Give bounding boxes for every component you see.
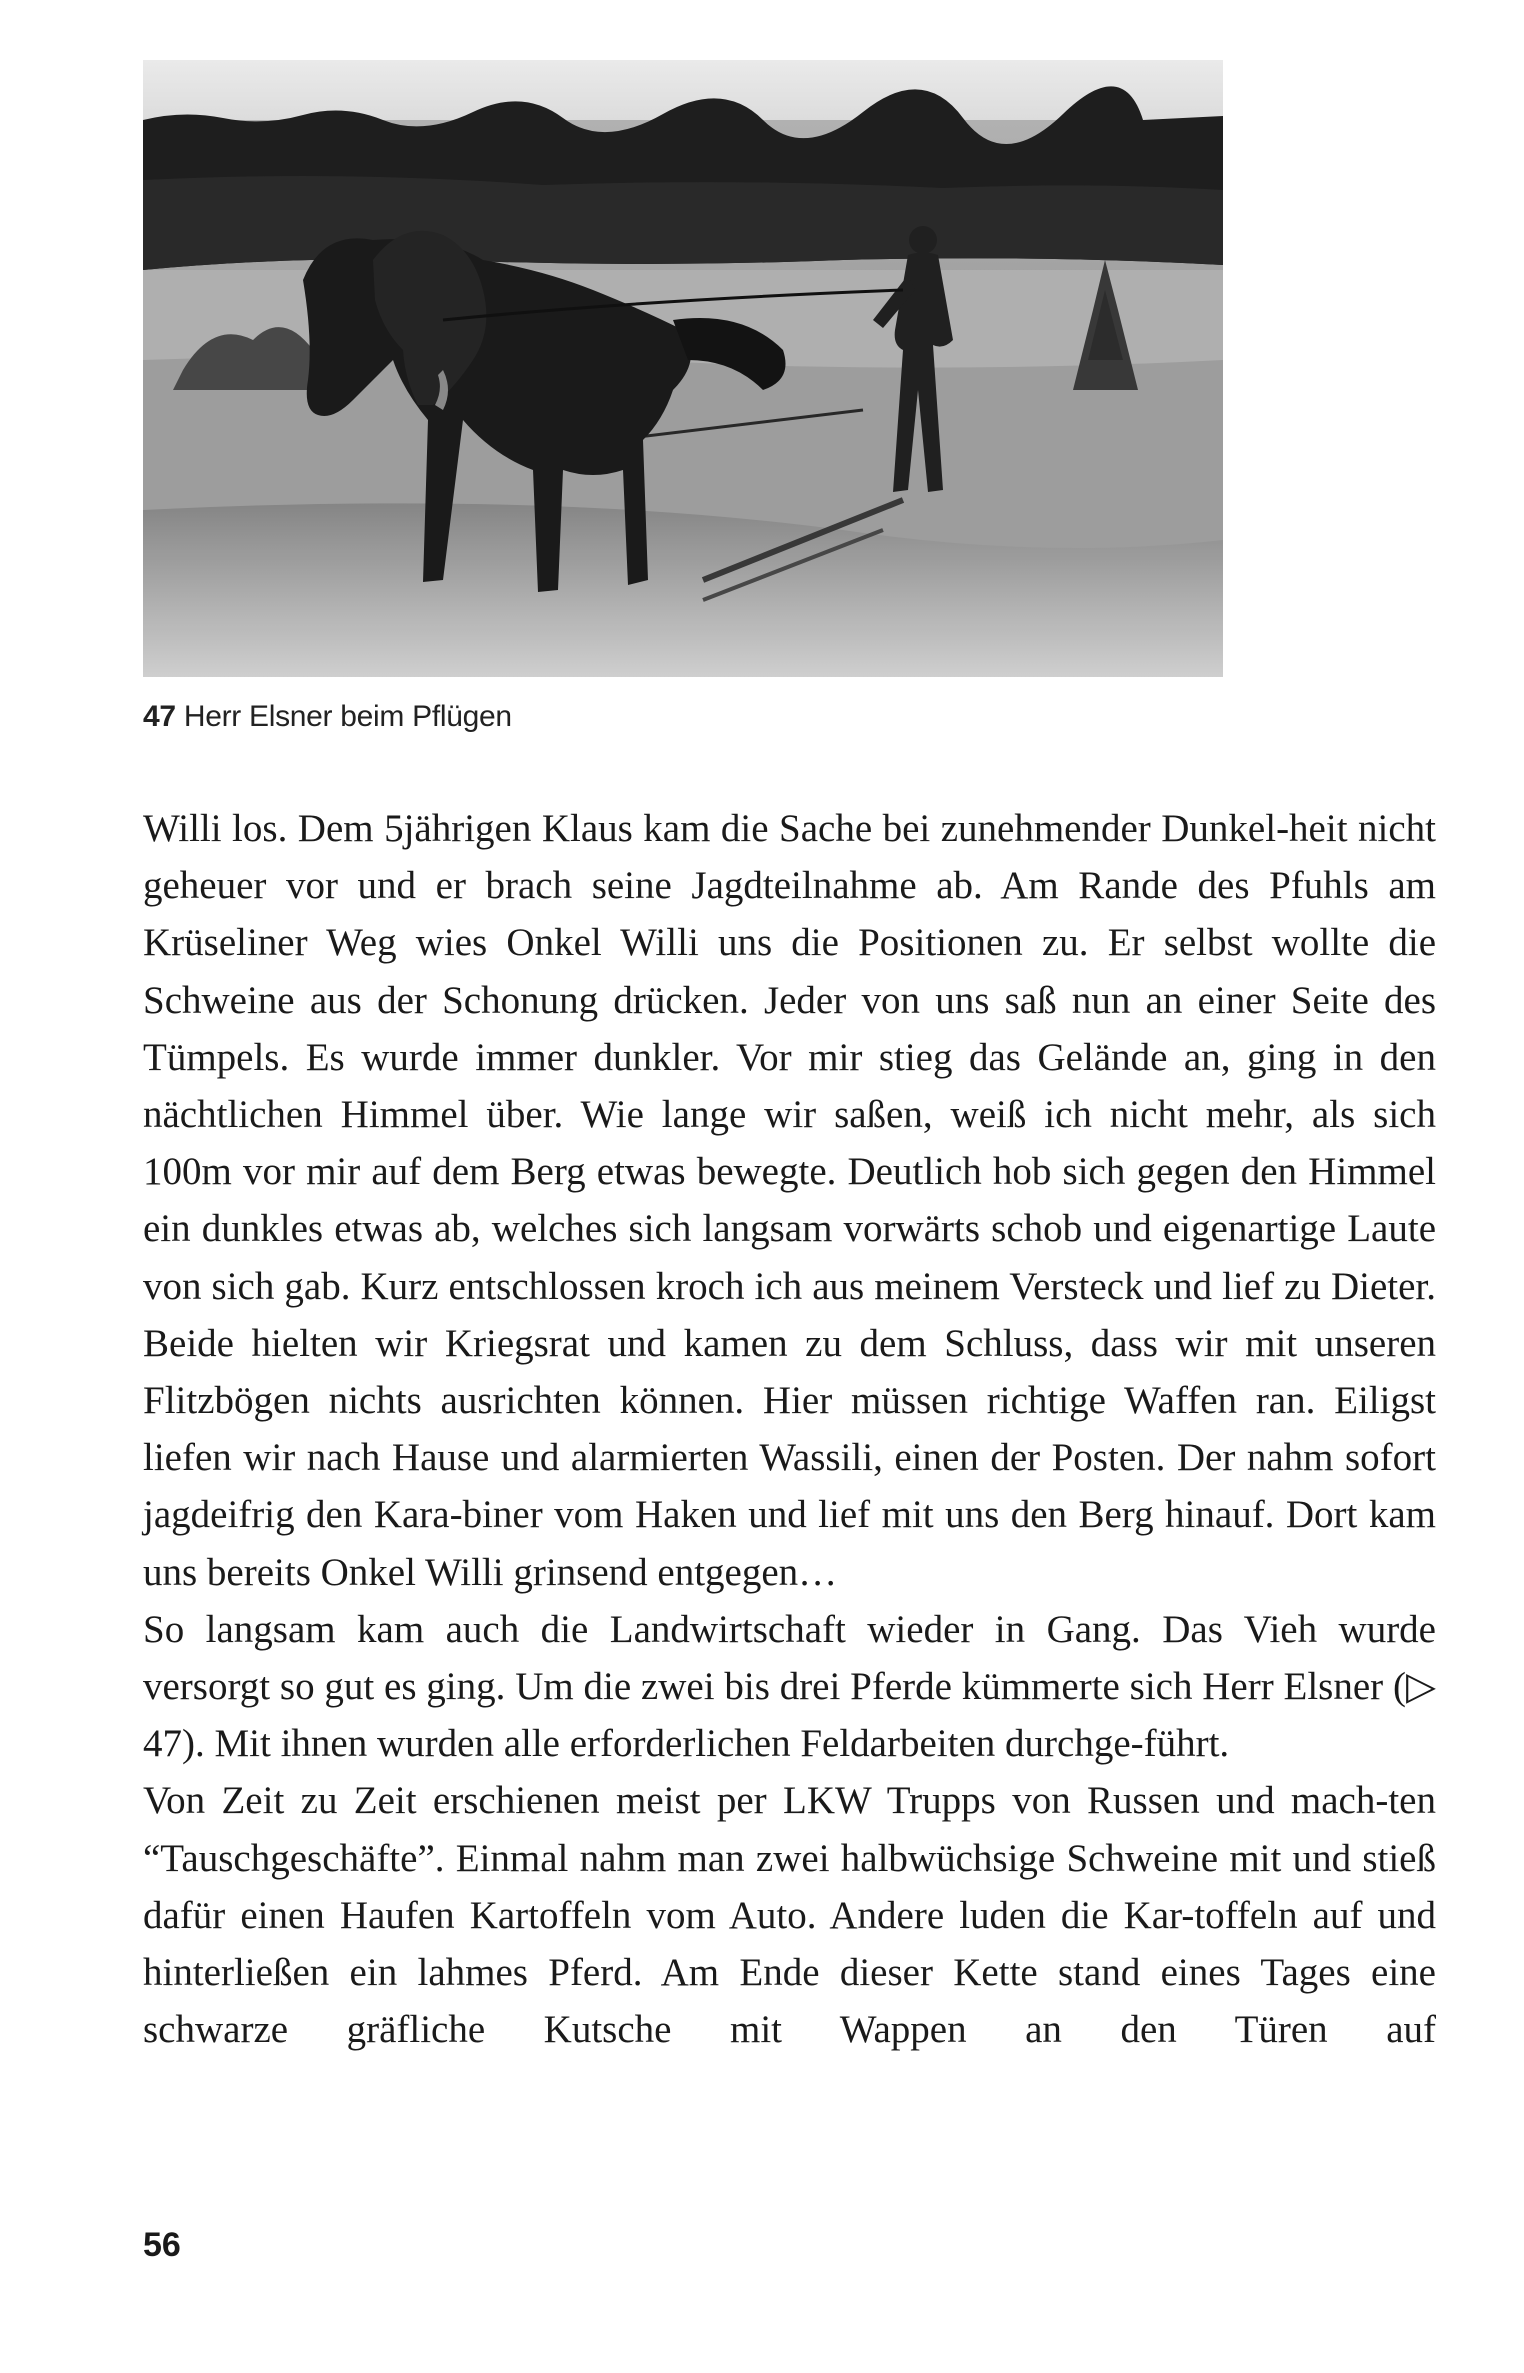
- page-number: 56: [143, 2226, 181, 2264]
- figure-caption-text: Herr Elsner beim Pflügen: [183, 700, 512, 733]
- paragraph: So langsam kam auch die Landwirtschaft wieder in Gang. Das Vieh wurde versorgt so gut es ging. Um die zwei bis drei Pferde kümmerte sich Herr Elsner (▷ 47). Mit ihnen wurden alle erforderlichen Feldarbeiten durchge-führt.: [143, 1607, 1436, 1766]
- figure-caption: [143, 700, 512, 734]
- paragraph: Willi los. Dem 5jährigen Klaus kam die Sache bei zunehmender Dunkel-heit nicht geheuer vor und er brach seine Jagdteilnahme ab. Am Rande des Pfuhls am Krüseliner Weg wies Onkel Willi uns die Positionen zu. Er selbst wollte die Schweine aus der Schonung drücken. Jeder von uns saß nun an einer Seite des Tümpels. Es wurde immer dunkler. Vor mir stieg das Gelände an, ging in den nächtlichen Himmel über. Wie lange wir saßen, weiß ich nicht mehr, als sich 100m vor mir auf dem Berg etwas bewegte. Deutlich hob sich gegen den Himmel ein dunkles etwas ab, welches sich langsam vorwärts schob und eigenartige Laute von sich gab. Kurz entschlossen kroch ich aus meinem Versteck und lief zu Dieter. Beide hielten wir Kriegsrat und kamen zu dem Schluss, dass wir mit unseren Flitzbögen nichts ausrichten können. Hier müssen richtige Waffen ran. Eiligst liefen wir nach Hause und alarmierten Wassili, einen der Posten. Der nahm sofort jagdeifrig den Kara-biner vom Haken und lief mit uns den Berg hinauf. Dort kam uns bereits Onkel Willi grinsend entgegen…: [143, 807, 1436, 1594]
- figure-number: 47: [143, 700, 176, 733]
- photo-plowing-horses: [143, 60, 1223, 677]
- paragraph: Von Zeit zu Zeit erschienen meist per LKW Trupps von Russen und mach-ten “Tauschgeschäfte”. Einmal nahm man zwei halbwüchsige Schweine mit und stieß dafür einen Haufen Kartoffeln vom Auto. Andere luden die Kar-toffeln auf und hinterließen ein lahmes Pferd. Am Ende dieser Kette stand eines Tages eine schwarze gräfliche Kutsche mit Wappen an den Türen auf: [143, 1779, 1436, 2052]
- body-text: [143, 800, 1436, 2058]
- photo-image: [143, 60, 1223, 677]
